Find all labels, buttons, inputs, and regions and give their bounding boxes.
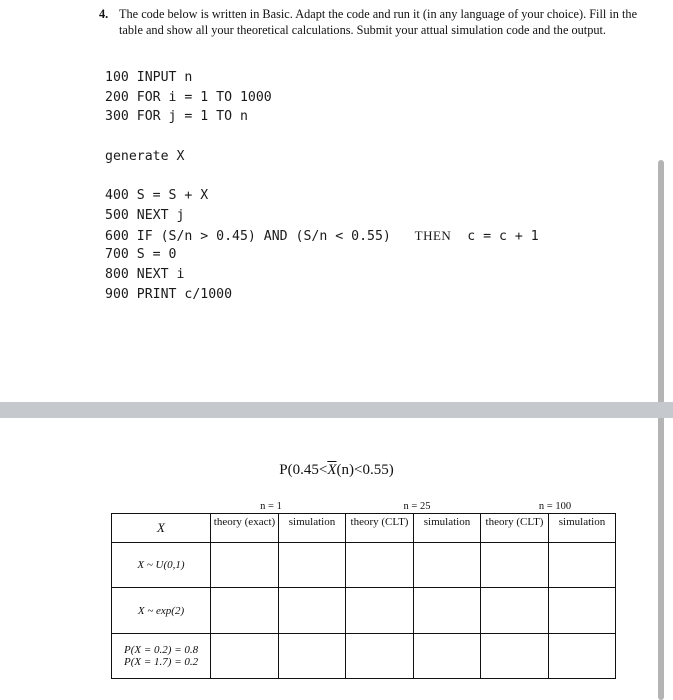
code-line-300: 300 FOR j = 1 TO n <box>105 109 248 124</box>
code-line-600-action: c = c + 1 <box>467 229 539 244</box>
question-block <box>99 7 639 38</box>
cell-empty[interactable] <box>414 543 481 588</box>
table-row-uniform <box>112 543 616 588</box>
code-line-600-then: THEN <box>414 228 452 243</box>
code-line-400: 400 S = S + X <box>105 188 209 203</box>
code-line-500: 500 NEXT j <box>105 208 185 223</box>
cell-empty[interactable] <box>549 543 616 588</box>
header-n1-simulation: simulation <box>279 514 346 543</box>
row-label-discrete-line2: P(X = 1.7) = 0.2 <box>124 656 199 668</box>
cell-empty[interactable] <box>481 634 549 679</box>
question-text: The code below is written in Basic. Adapt the code and run it (in any language of your choice). Fill in the table and show all your theoretical calculations. Submit your attual simulation code and the output. <box>119 7 638 37</box>
row-label-discrete <box>112 634 211 679</box>
cell-empty[interactable] <box>211 543 279 588</box>
n1-label: n = 1 <box>260 501 282 512</box>
title-prefix: P(0.45< <box>279 462 328 478</box>
question-number: 4. <box>99 7 109 21</box>
code-line-900: 900 PRINT c/1000 <box>105 287 233 302</box>
header-n1-theory: theory (exact) <box>211 514 279 543</box>
header-x: X <box>112 514 211 543</box>
cell-empty[interactable] <box>211 588 279 634</box>
cell-empty[interactable] <box>279 634 346 679</box>
title-suffix: (n)<0.55) <box>336 462 394 478</box>
row-label-discrete-line1: P(X = 0.2) = 0.8 <box>124 644 199 656</box>
cell-empty[interactable] <box>211 634 279 679</box>
code-line-200: 200 FOR i = 1 TO 1000 <box>105 90 272 105</box>
cell-empty[interactable] <box>346 588 414 634</box>
cell-empty[interactable] <box>414 634 481 679</box>
code-line-600-condition: 600 IF (S/n > 0.45) AND (S/n < 0.55) <box>105 229 391 244</box>
code-line-100: 100 INPUT n <box>105 70 193 85</box>
simulation-table <box>111 513 616 679</box>
title-xbar: $\overline{X}$ <box>327 462 337 478</box>
header-n25-theory: theory (CLT) <box>346 514 414 543</box>
table-row-exponential <box>112 588 616 634</box>
header-n100-simulation: simulation <box>549 514 616 543</box>
code-line-600 <box>105 228 539 244</box>
header-n100-theory: theory (CLT) <box>481 514 549 543</box>
code-generate: generate X <box>105 149 185 164</box>
cell-empty[interactable] <box>279 543 346 588</box>
cell-empty[interactable] <box>549 588 616 634</box>
cell-empty[interactable] <box>346 543 414 588</box>
n100-label: n = 100 <box>538 501 572 512</box>
row-label-exponential: X ~ exp(2) <box>112 588 211 634</box>
code-line-700: 700 S = 0 <box>105 247 177 262</box>
code-line-800: 800 NEXT i <box>105 267 185 282</box>
page-separator <box>0 402 673 418</box>
scrollbar[interactable] <box>658 160 664 700</box>
n25-label: n = 25 <box>403 501 431 512</box>
cell-empty[interactable] <box>549 634 616 679</box>
cell-empty[interactable] <box>279 588 346 634</box>
row-label-uniform: X ~ U(0,1) <box>112 543 211 588</box>
table-header-row <box>112 514 616 543</box>
table-title <box>0 462 673 479</box>
cell-empty[interactable] <box>414 588 481 634</box>
cell-empty[interactable] <box>481 543 549 588</box>
header-n25-simulation: simulation <box>414 514 481 543</box>
cell-empty[interactable] <box>346 634 414 679</box>
table-row-discrete <box>112 634 616 679</box>
cell-empty[interactable] <box>481 588 549 634</box>
